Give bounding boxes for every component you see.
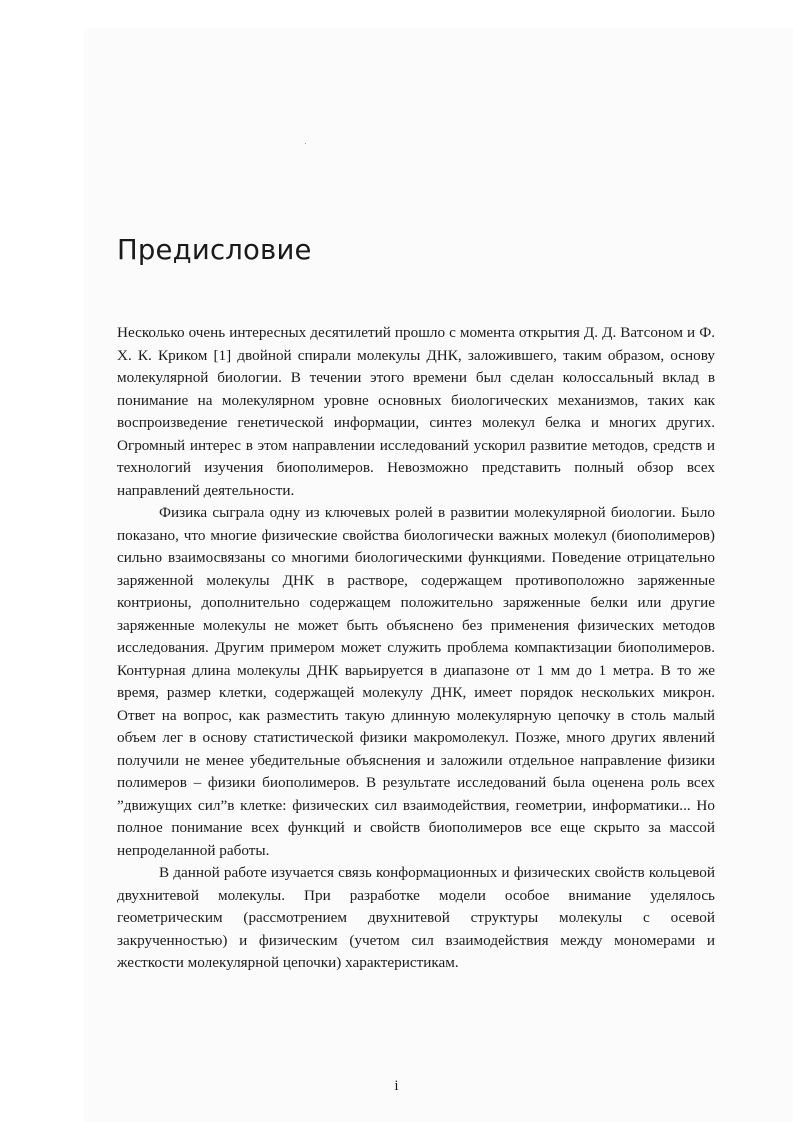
paragraph-this-work: В данной работе изучается связь конформационных и физических свойств кольцевой двухнитевой молекулы. При разработке модели особое внимание уделялось геометрическим (рассмотрением двухнитевой структуры молекулы с осевой закрученностью) и физическим (учетом сил взаимодействия между мономерами и жесткости молекулярной цепочки) характеристикам. [117,864,715,971]
scan-speck [305,143,306,144]
paragraph-physics: Физика сыграла одну из ключевых ролей в развитии молекулярной биологии. Было показано, что многие физические свойства биологически важных молекул (биополимеров) сильно взаимосвязаны со многими биологическими функциями. Поведение отрицательно заряженной молекулы ДНК в растворе, содержащем противоположно заряженные контрионы, дополнительно содержащем положительно заряженные белки или другие заряженные молекулы не может быть объяснено без применения физических методов исследования. Другим примером может служить проблема компактизации биополимеров. Контурная длина молекулы ДНК варьируется в диапазоне от 1 мм до 1 метра. В то же время, размер клетки, содержащей молекулу ДНК, имеет порядок нескольких микрон. Ответ на вопрос, как разместить такую длинную молекулярную цепочку в столь малый объем лег в основу статистической физики макромолекул. Позже, много других явлений получили не менее убедительные объяснения и заложили отдельное направление физики полимеров – физики биополимеров. В результате исследований была оценена роль всех ”движущих сил”в клетке: физических сил взаимодействия, геометрии, информатики... Но полное понимание всех функций и свойств биополимеров все еще скрыто за массой непроделанной работы. [117,504,715,859]
chapter-title: Предисловие [117,234,312,266]
preface-body [117,322,715,975]
paragraph-intro: Несколько очень интересных десятилетий прошло с момента открытия Д. Д. Ватсоном и Ф. Х. К. Криком [1] двойной спирали молекулы ДНК, заложившего, таким образом, основу молекулярной биологии. В течении этого времени был сделан колоссальный вклад в понимание на молекулярном уровне основных биологических механизмов, таких как воспроизведение генетической информации, синтез молекул белка и многих других. Огромный интерес в этом направлении исследований ускорил развитие методов, средств и технологий изучения биополимеров. Невозможно представить полный обзор всех направлений деятельности. [117,324,715,499]
page-number: i [394,1078,399,1094]
